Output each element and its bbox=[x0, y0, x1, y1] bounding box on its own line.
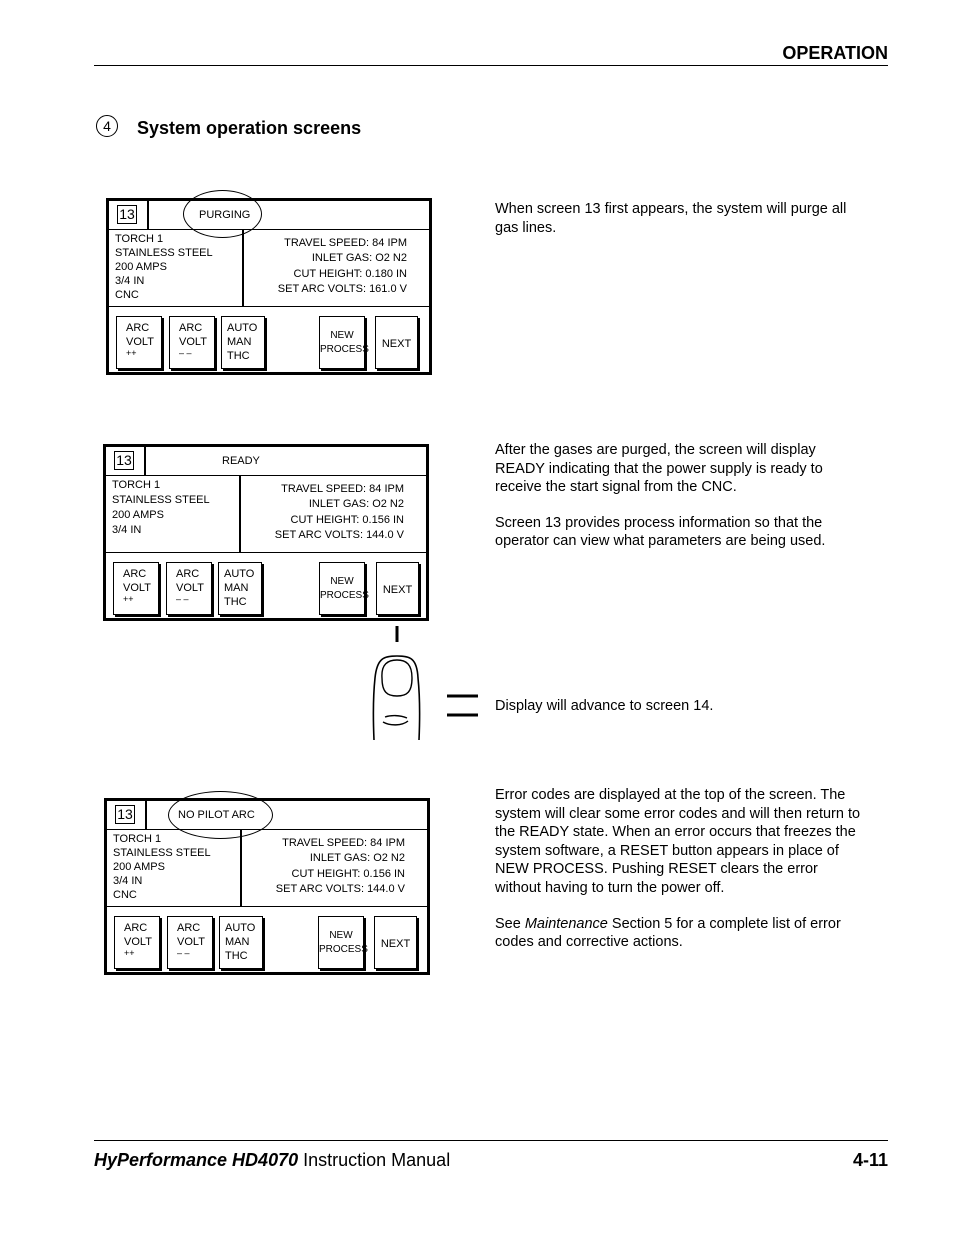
next-button[interactable]: NEXT bbox=[376, 562, 419, 615]
description-errors bbox=[495, 786, 865, 969]
process-info bbox=[106, 475, 426, 553]
mode-label: CNC bbox=[113, 889, 137, 901]
next-button[interactable]: NEXT bbox=[375, 316, 418, 369]
travel-speed: TRAVEL SPEED: 84 IPM bbox=[284, 237, 407, 249]
divider bbox=[144, 447, 146, 475]
description-purging bbox=[495, 200, 865, 254]
paragraph: See Maintenance Section 5 for a complete list of error codes and corrective actions. bbox=[495, 915, 841, 951]
paragraph: Error codes are displayed at the top of the screen. The system will clear some error codes and will then return to the READY state. When an error occurs that freezes the system software, a RESET button appears in place of NEW PROCESS. Pushing RESET clears the error without having to turn the power off. bbox=[495, 787, 861, 896]
footer-manual-title bbox=[94, 1150, 450, 1171]
travel-speed: TRAVEL SPEED: 84 IPM bbox=[281, 483, 404, 495]
next-button[interactable]: NEXT bbox=[374, 916, 417, 969]
inlet-gas: INLET GAS: O2 N2 bbox=[309, 852, 405, 865]
process-info bbox=[109, 229, 429, 307]
material-label: STAINLESS STEEL bbox=[112, 494, 210, 506]
highlight-ellipse bbox=[168, 791, 273, 839]
screen-panel-ready bbox=[103, 444, 429, 621]
new-process-button[interactable]: NEW PROCESS bbox=[319, 316, 365, 369]
set-arc-volts: SET ARC VOLTS: 144.0 V bbox=[275, 882, 405, 895]
cut-height: CUT HEIGHT: 0.156 IN bbox=[290, 513, 404, 526]
arc-volt-down-button[interactable]: ARC VOLT – – bbox=[166, 562, 212, 615]
thickness-label: 3/4 IN bbox=[113, 875, 143, 887]
mode-label: CNC bbox=[115, 289, 139, 301]
new-process-button[interactable]: NEW PROCESS bbox=[318, 916, 364, 969]
footer-rule bbox=[94, 1140, 888, 1141]
inlet-gas: INLET GAS: O2 N2 bbox=[308, 498, 404, 511]
header-section-title: OPERATION bbox=[782, 43, 888, 63]
process-info bbox=[107, 829, 427, 907]
status-text: NO PILOT ARC bbox=[178, 809, 255, 821]
paragraph: Display will advance to screen 14. bbox=[495, 698, 714, 714]
auto-man-thc-button[interactable]: AUTO MAN THC bbox=[219, 916, 263, 969]
process-parameters bbox=[275, 482, 404, 543]
cut-height: CUT HEIGHT: 0.180 IN bbox=[293, 267, 407, 280]
divider bbox=[145, 801, 147, 829]
arc-volt-up-button[interactable]: ARC VOLT ++ bbox=[114, 916, 160, 969]
screen-panel-purging bbox=[106, 198, 432, 375]
amps-label: 200 AMPS bbox=[113, 861, 165, 873]
torch-label: TORCH 1 bbox=[112, 479, 161, 491]
description-ready bbox=[495, 441, 857, 568]
thickness-label: 3/4 IN bbox=[112, 524, 142, 536]
cut-height: CUT HEIGHT: 0.156 IN bbox=[291, 867, 405, 880]
screen-number: 13 bbox=[115, 805, 135, 824]
arc-volt-down-button[interactable]: ARC VOLT – – bbox=[167, 916, 213, 969]
manual-label: Instruction Manual bbox=[298, 1150, 451, 1170]
auto-man-thc-button[interactable]: AUTO MAN THC bbox=[218, 562, 262, 615]
process-parameters bbox=[278, 236, 407, 297]
divider bbox=[147, 201, 149, 229]
material-label: STAINLESS STEEL bbox=[115, 247, 213, 259]
description-advance bbox=[495, 697, 865, 733]
arc-volt-up-button[interactable]: ARC VOLT ++ bbox=[113, 562, 159, 615]
auto-man-thc-button[interactable]: AUTO MAN THC bbox=[221, 316, 265, 369]
amps-label: 200 AMPS bbox=[112, 509, 164, 521]
new-process-button[interactable]: NEW PROCESS bbox=[319, 562, 365, 615]
screen-number: 13 bbox=[117, 205, 137, 224]
divider bbox=[240, 829, 242, 906]
torch-label: TORCH 1 bbox=[113, 833, 162, 845]
process-summary bbox=[112, 478, 210, 538]
arc-volt-up-button[interactable]: ARC VOLT ++ bbox=[116, 316, 162, 369]
maintenance-reference: Maintenance bbox=[524, 915, 608, 932]
process-summary bbox=[113, 832, 211, 902]
status-text: PURGING bbox=[199, 209, 251, 221]
set-arc-volts: SET ARC VOLTS: 144.0 V bbox=[274, 528, 404, 541]
divider bbox=[239, 475, 241, 552]
section-title: System operation screens bbox=[137, 118, 362, 138]
travel-speed: TRAVEL SPEED: 84 IPM bbox=[282, 837, 405, 849]
paragraph: When screen 13 first appears, the system will purge all gas lines. bbox=[495, 201, 847, 236]
set-arc-volts: SET ARC VOLTS: 161.0 V bbox=[277, 282, 407, 295]
section-number: 4 bbox=[96, 115, 118, 137]
page-number: 4-11 bbox=[852, 1150, 888, 1170]
material-label: STAINLESS STEEL bbox=[113, 847, 211, 859]
thickness-label: 3/4 IN bbox=[115, 275, 145, 287]
header-rule bbox=[94, 65, 888, 66]
torch-label: TORCH 1 bbox=[115, 233, 164, 245]
amps-label: 200 AMPS bbox=[115, 261, 167, 273]
paragraph: After the gases are purged, the screen will display READY indicating that the power supply is ready to receive the start signal from the CNC. bbox=[495, 442, 823, 496]
finger-press-icon bbox=[360, 622, 490, 747]
arc-volt-down-button[interactable]: ARC VOLT – – bbox=[169, 316, 215, 369]
inlet-gas: INLET GAS: O2 N2 bbox=[311, 252, 407, 265]
divider bbox=[242, 229, 244, 306]
process-parameters bbox=[276, 836, 405, 897]
panel-top-bar bbox=[109, 201, 429, 230]
process-summary bbox=[115, 232, 213, 302]
panel-top-bar bbox=[106, 447, 426, 476]
screen-number: 13 bbox=[114, 451, 134, 470]
status-text: READY bbox=[222, 455, 260, 467]
highlight-ellipse bbox=[183, 190, 262, 238]
product-name: HyPerformance HD4070 bbox=[94, 1150, 299, 1170]
paragraph: Screen 13 provides process information so that the operator can view what parameters are being used. bbox=[495, 514, 826, 550]
